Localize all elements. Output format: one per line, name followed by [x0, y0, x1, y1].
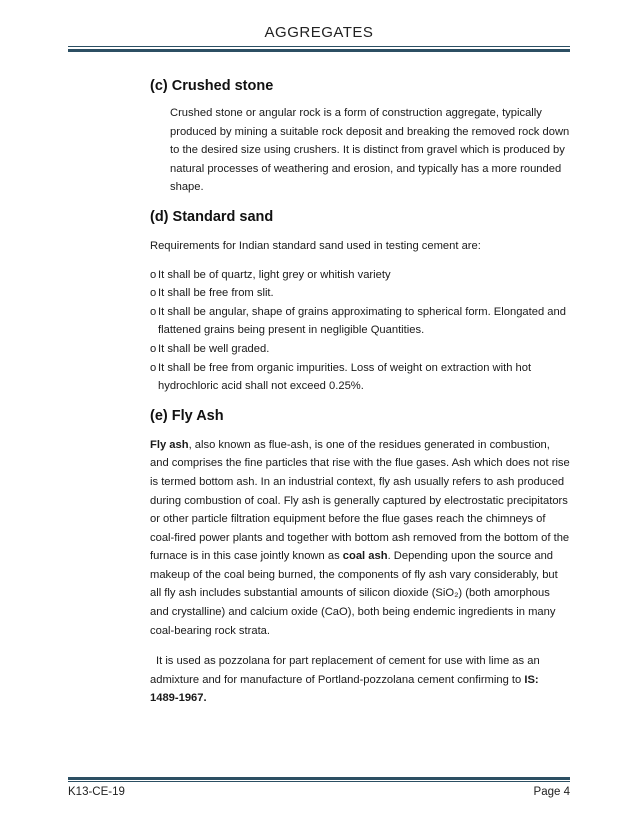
list-item: o It shall be free from slit. — [150, 284, 570, 303]
bullet-icon: o — [150, 342, 157, 355]
footer-page-number: Page 4 — [533, 786, 570, 798]
fly-ash-paragraph: Fly ash, also known as flue-ash, is one of the residues generated in combustion, and comprises the fine particles that rise with the flue gases. Ash which does not rise is termed bottom ash. In an industrial context, fly ash usually refers to ash produced during combustion of coal. Fly ash is generally captured by electrostatic precipitators or other particle filtration equipment before the flue gases reach the chimneys of coal-fired power plants and together with bottom ash removed from the bottom of the furnace is in this case jointly known as coal ash. Depending upon the source and makeup of the coal being burned, the components of fly ash vary considerably, but all fly ash includes substantial amounts of silicon dioxide (SiO₂) (both amorphous and crystalline) and calcium oxide (CaO), both being endemic ingredients in many coal-bearing rock strata. — [150, 438, 570, 637]
fly-ash-heading: (e) Fly Ash — [150, 407, 224, 424]
bullet-icon: o — [150, 287, 157, 300]
header-title: AGGREGATES — [264, 24, 374, 41]
section-fly-ash — [150, 406, 570, 708]
standard-sand-intro: Requirements for Indian standard sand used in testing cement are: — [150, 239, 481, 252]
section-standard-sand — [150, 207, 570, 396]
list-item: o It shall be well graded. — [150, 340, 570, 359]
standard-reference: IS: 1489-1967. — [150, 673, 539, 705]
header-rule-thin — [68, 46, 570, 47]
header-rule-thick — [68, 49, 570, 52]
footer-rule-thin — [68, 781, 570, 782]
crushed-stone-body: Crushed stone or angular rock is a form of construction aggregate, typically produced by mining a suitable rock deposit and breaking the removed rock down to the desired size using crushers. It is distinct from gravel which is produced by natural processes of weathering and erosion, and typically has a more rounded shape. — [170, 107, 570, 194]
standard-sand-heading: (d) Standard sand — [150, 208, 274, 225]
page-content — [150, 76, 570, 708]
section-crushed-stone — [150, 76, 570, 197]
footer-rule-thick — [68, 777, 570, 780]
bullet-icon: o — [150, 361, 157, 374]
bullet-icon: o — [150, 268, 157, 281]
list-item: o It shall be of quartz, light grey or whitish variety — [150, 266, 570, 285]
fly-ash-term: Fly ash — [150, 438, 189, 451]
list-item: o It shall be angular, shape of grains approximating to spherical form. Elongated and flattened grains being present in negligible Quantities. — [150, 303, 570, 340]
coal-ash-term: coal ash — [342, 550, 388, 563]
crushed-stone-heading: (c) Crushed stone — [150, 78, 274, 94]
bullet-icon: o — [150, 305, 157, 318]
standard-sand-requirements — [150, 266, 570, 396]
footer-doc-code: K13-CE-19 — [68, 786, 125, 798]
fly-ash-usage-paragraph: It is used as pozzolana for part replacement of cement for use with lime as an admixture and for manufacture of Portland-pozzolana cement confirming to IS: 1489-1967. — [150, 655, 540, 705]
list-item: o It shall be free from organic impurities. Loss of weight on extraction with hot hydrochloric acid shall not exceed 0.25%. — [150, 359, 570, 396]
